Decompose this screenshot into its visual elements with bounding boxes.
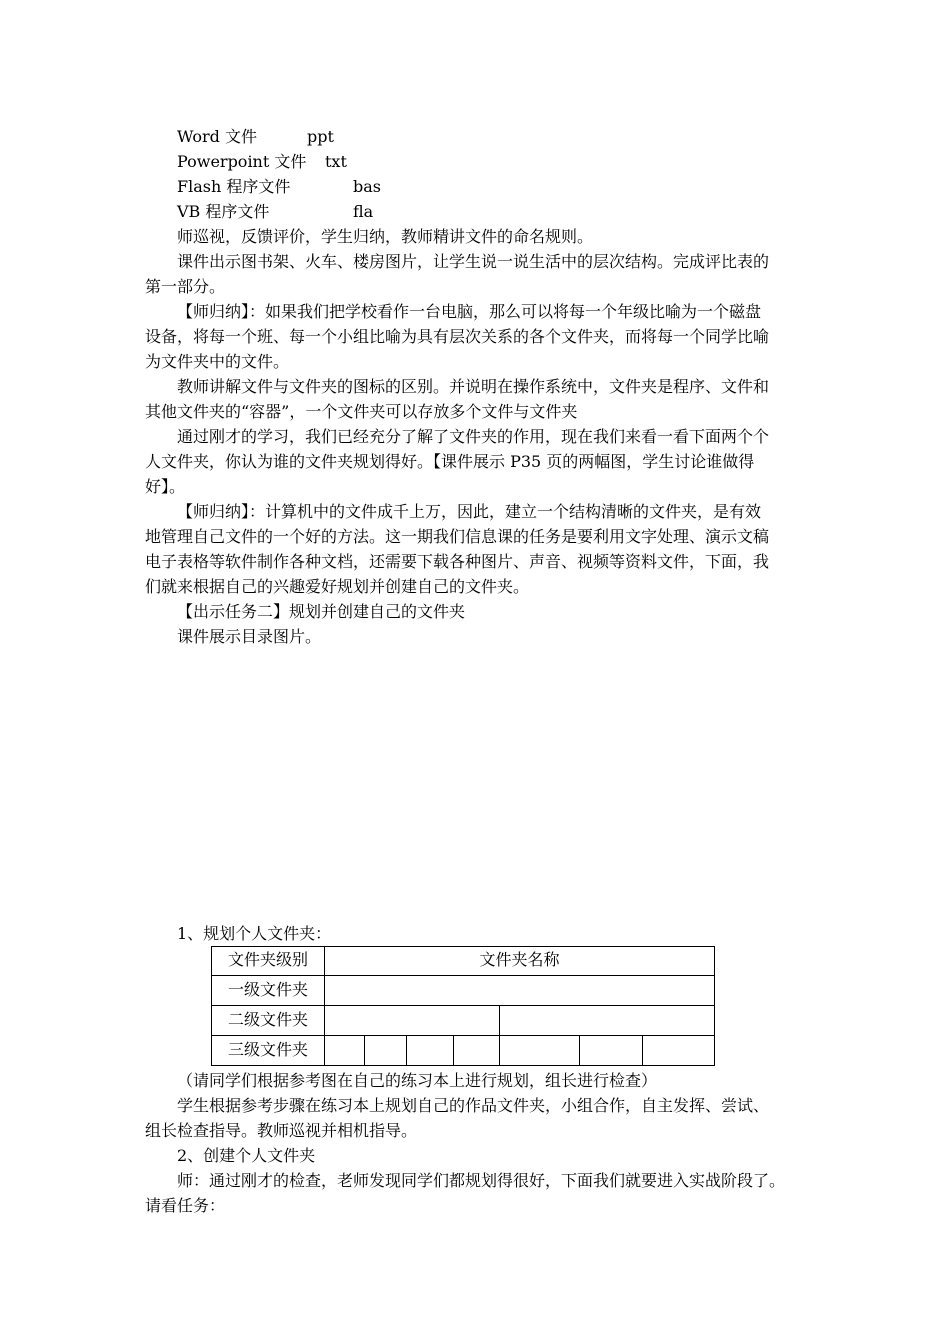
paragraph-line: 【师归纳】：如果我们把学校看作一台电脑，那么可以将每一个年级比喻为一个磁盘	[177, 302, 762, 321]
table-row-label: 三级文件夹	[227, 1040, 308, 1059]
paragraph-line: 师巡视，反馈评价，学生归纳，教师精讲文件的命名规则。	[177, 227, 594, 246]
file-type-name: Powerpoint 文件	[177, 152, 307, 171]
paragraph-line: 通过刚才的学习，我们已经充分了解了文件夹的作用，现在我们来看一看下面两个个	[177, 427, 770, 446]
paragraph-line: 人文件夹，你认为谁的文件夹规划得好。【课件展示 P35 页的两幅图，学生讨论谁做得	[145, 452, 755, 471]
table-header-name: 文件夹名称	[479, 950, 560, 969]
paragraph-line: 课件展示目录图片。	[177, 627, 322, 646]
paragraph-line: 设备，将每一个班、每一个小组比喻为具有层次关系的各个文件夹，而将每一个同学比喻	[145, 327, 770, 346]
file-type-name: Flash 程序文件	[177, 177, 291, 196]
paragraph-line: 学生根据参考步骤在练习本上规划自己的作品文件夹，小组合作，自主发挥、尝试、	[177, 1096, 770, 1115]
paragraph-line: 请看任务：	[145, 1196, 226, 1215]
table-row-label: 二级文件夹	[227, 1010, 308, 1029]
paragraph-line: 组长检查指导。教师巡视并相机指导。	[145, 1121, 418, 1140]
file-type-name: Word 文件	[177, 127, 257, 146]
section-title: 1、规划个人文件夹：	[177, 924, 332, 943]
table-note: （请同学们根据参考图在自己的练习本上进行规划，组长进行检查）	[177, 1071, 658, 1090]
file-type-ext: ppt	[307, 127, 334, 146]
file-type-ext: bas	[353, 177, 381, 196]
file-type-ext: txt	[325, 152, 347, 171]
table-row-label: 一级文件夹	[227, 980, 308, 999]
paragraph-line: 【出示任务二】规划并创建自己的文件夹	[177, 602, 466, 621]
section-title: 2、创建个人文件夹	[177, 1146, 316, 1165]
paragraph-line: 电子表格等软件制作各种文档，还需要下载各种图片、声音、视频等资料文件，下面，我	[145, 552, 770, 571]
paragraph-line: 为文件夹中的文件。	[145, 352, 290, 371]
paragraph-line: 教师讲解文件与文件夹的图标的区别。并说明在操作系统中，文件夹是程序、文件和	[177, 377, 770, 396]
paragraph-line: 其他文件夹的“容器”，一个文件夹可以存放多个文件与文件夹	[145, 402, 578, 421]
table-header-level: 文件夹级别	[227, 950, 308, 969]
file-type-ext: fla	[353, 202, 374, 221]
paragraph-line: 第一部分。	[145, 277, 226, 296]
paragraph-line: 们就来根据自己的兴趣爱好规划并创建自己的文件夹。	[145, 577, 530, 596]
paragraph-line: 【师归纳】：计算机中的文件成千上万，因此，建立一个结构清晰的文件夹，是有效	[177, 502, 762, 521]
paragraph-line: 好】。	[145, 477, 186, 496]
paragraph-line: 地管理自己文件的一个好的方法。这一期我们信息课的任务是要利用文字处理、演示文稿	[145, 527, 770, 546]
paragraph-line: 课件出示图书架、火车、楼房图片，让学生说一说生活中的层次结构。完成评比表的	[177, 252, 770, 271]
paragraph-line: 师：通过刚才的检查，老师发现同学们都规划得很好，下面我们就要进入实战阶段了。	[177, 1171, 786, 1190]
file-type-name: VB 程序文件	[177, 202, 270, 221]
